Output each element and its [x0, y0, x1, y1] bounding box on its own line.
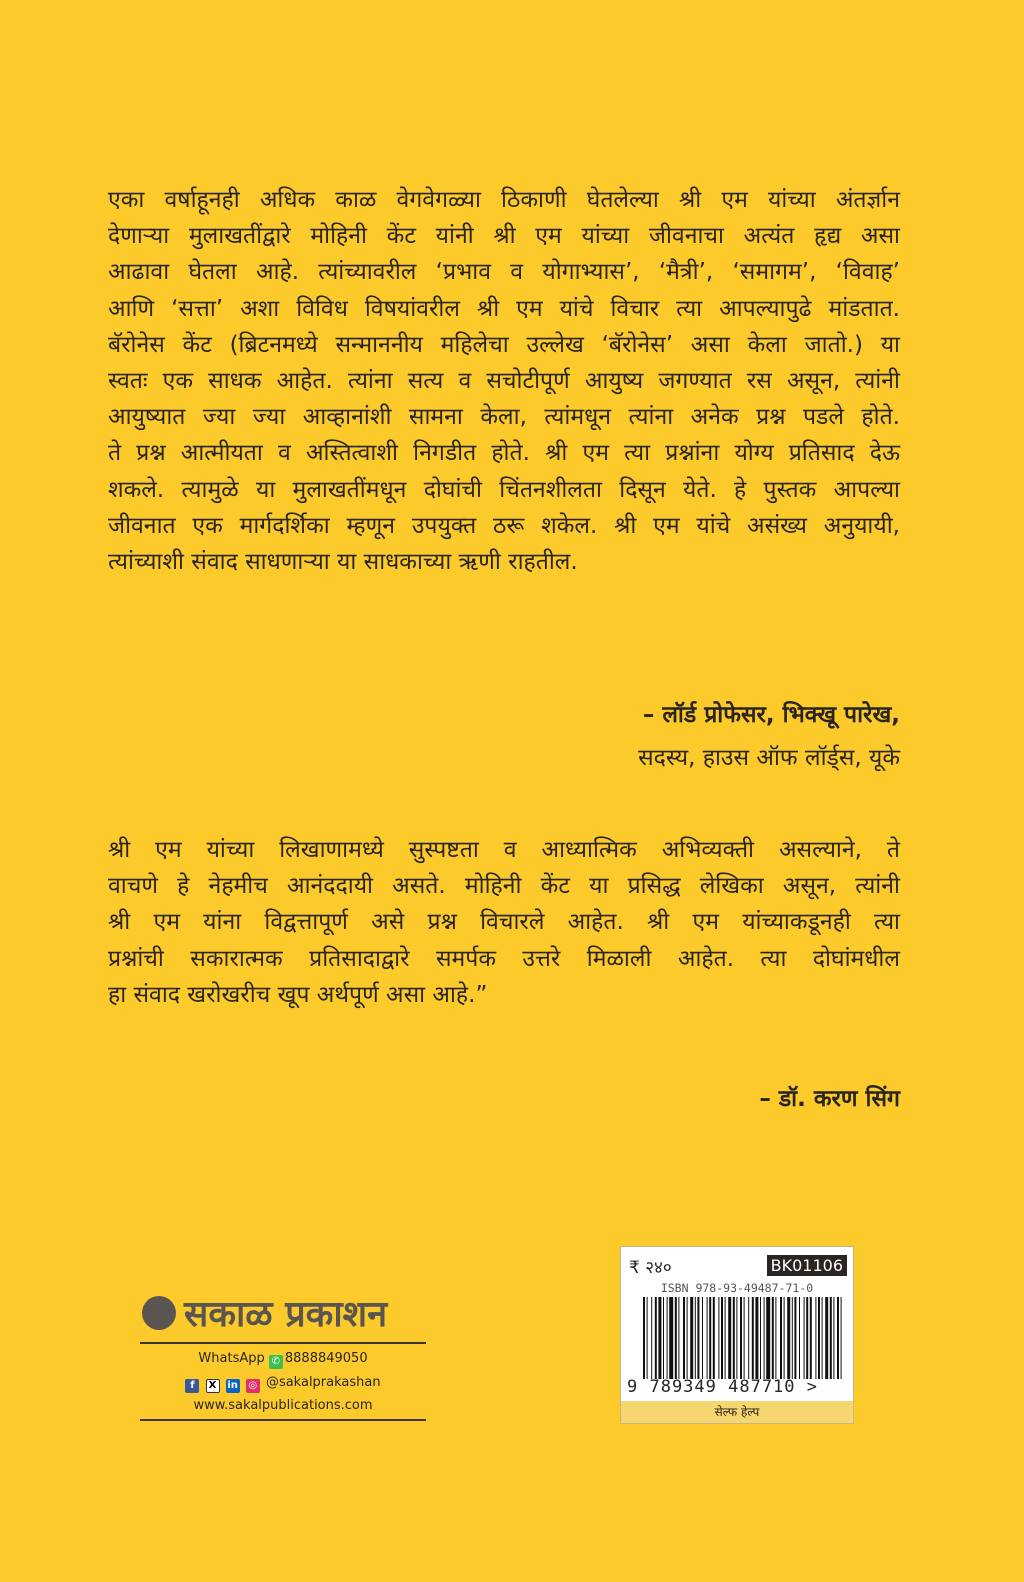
barcode-bar — [760, 1297, 761, 1379]
text-line: जीवनात एक मार्गदर्शिका म्हणून उपयुक्त ठरू शकेल. श्री एम यांचे असंख्य अनुयायी, — [108, 512, 900, 539]
review-1-author-title: सदस्य, हाउस ऑफ लॉर्ड्स, यूके — [638, 745, 900, 771]
text-line: आणि ‘सत्ता’ अशा विविध विषयांवरील श्री एम यांचे विचार त्या आपल्यापुढे मांडतात. — [108, 295, 900, 322]
barcode-bar — [810, 1297, 812, 1379]
barcode-bar — [713, 1297, 715, 1379]
text-line: वाचणे हे नेहमीच आनंददायी असते. मोहिनी केंट या प्रसिद्ध लेखिका असून, त्यांनी — [108, 873, 900, 900]
barcode-bar — [695, 1297, 696, 1379]
publisher-logo — [142, 1288, 387, 1337]
text-line: श्री एम यांना विद्वत्तापूर्ण असे प्रश्न विचारले आहेत. श्री एम यांच्याकडूनही त्या — [108, 909, 900, 936]
barcode-bar — [721, 1297, 723, 1379]
x-icon[interactable]: X — [206, 1379, 220, 1393]
barcode-bar — [655, 1297, 657, 1379]
barcode-bar — [799, 1297, 800, 1379]
barcode-bar — [772, 1297, 774, 1379]
barcode-bar — [815, 1297, 816, 1379]
barcode-bar — [744, 1297, 745, 1379]
barcode-bar — [804, 1297, 805, 1379]
barcode-bar — [748, 1297, 749, 1379]
review-1-author: – लॉर्ड प्रोफेसर, भिक्खू पारेख, — [642, 702, 900, 728]
barcode-bar — [647, 1297, 648, 1379]
barcode-bar — [784, 1297, 785, 1379]
barcode-bar — [718, 1297, 719, 1379]
instagram-icon[interactable]: ◎ — [246, 1379, 260, 1393]
barcode-bar — [794, 1297, 796, 1379]
barcode-digits: 9 789349 487710 > — [627, 1377, 818, 1397]
whatsapp-icon: ✆ — [269, 1355, 283, 1369]
text-line: प्रश्नांची सकारात्मक प्रतिसादाद्वारे समर्पक उत्तरे मिळाली आहेत. त्या दोघांमधील — [108, 945, 900, 972]
barcode-bar — [643, 1297, 645, 1379]
barcode-bar — [709, 1297, 711, 1379]
barcode-bar — [702, 1297, 703, 1379]
barcode-bars — [643, 1297, 845, 1379]
barcode-bar — [780, 1297, 782, 1379]
whatsapp-contact — [140, 1351, 426, 1369]
price: ₹ २४० — [629, 1258, 672, 1278]
barcode-bar — [669, 1297, 673, 1379]
barcode-bar — [806, 1297, 808, 1379]
text-line: बॅरोनेस केंट (ब्रिटनमध्ये सन्माननीय महिलेचा उल्लेख ‘बॅरोनेस’ असा केला जातो.) या — [108, 331, 900, 358]
barcode-bar — [683, 1297, 685, 1379]
barcode-bar — [728, 1297, 731, 1379]
text-line: त्यांच्याशी संवाद साधणाऱ्या या साधकाच्या ऋणी राहतील. — [108, 548, 578, 575]
text-line: स्वतः एक साधक आहेत. त्यांना सत्य व सचोटीपूर्ण आयुष्य जगण्यात रस असून, त्यांनी — [108, 367, 900, 394]
barcode-bar — [833, 1297, 834, 1379]
barcode-bar — [687, 1297, 688, 1379]
publisher-name: सकाळ प्रकाशन — [184, 1294, 388, 1335]
review-2-text — [108, 832, 900, 1013]
barcode-bar — [690, 1297, 693, 1379]
barcode-bar — [725, 1297, 726, 1379]
barcode-bar — [707, 1297, 708, 1379]
barcode-bar — [733, 1297, 735, 1379]
barcode-bar — [740, 1297, 742, 1379]
barcode-bar — [752, 1297, 754, 1379]
barcode-bar — [663, 1297, 664, 1379]
text-line: आयुष्यात ज्या ज्या आव्हानांशी सामना केला, त्यांमधून त्यांना अनेक प्रश्न पडले होते. — [108, 404, 900, 431]
divider — [140, 1419, 426, 1421]
text-line: ते प्रश्न आत्मीयता व अस्तित्वाशी निगडीत होते. श्री एम त्या प्रश्नांना योग्य प्रतिसाद देऊ — [108, 440, 900, 467]
category: सेल्फ हेल्प — [621, 1401, 853, 1423]
isbn: ISBN 978-93-49487-71-0 — [660, 1281, 814, 1295]
linkedin-icon[interactable]: in — [227, 1380, 238, 1391]
barcode-bar — [658, 1297, 661, 1379]
social-links — [140, 1375, 426, 1393]
barcode-bar — [651, 1297, 652, 1379]
social-handle[interactable]: @sakalprakashan — [265, 1375, 381, 1390]
barcode-bar — [841, 1297, 842, 1379]
barcode-bar — [764, 1297, 765, 1379]
website-link[interactable]: www.sakalpublications.com — [193, 1398, 373, 1413]
text-line: शकले. त्यामुळे या मुलाखतींमधून दोघांची चिंतनशीलता दिसून येते. हे पुस्तक आपल्या — [108, 476, 900, 503]
barcode-bar — [697, 1297, 699, 1379]
barcode-bar — [825, 1297, 828, 1379]
barcode-bar — [736, 1297, 737, 1379]
book-code: BK01106 — [767, 1255, 847, 1276]
barcode-bar — [678, 1297, 679, 1379]
whatsapp-number[interactable]: 8888849050 — [284, 1351, 368, 1366]
publisher-emblem-icon — [142, 1296, 176, 1330]
text-line: आढावा घेतला आहे. त्यांच्यावरील ‘प्रभाव व योगाभ्यास’, ‘मैत्री’, ‘समागम’, ‘विवाह’ — [108, 259, 900, 286]
text-line: हा संवाद खरोखरीच खूप अर्थपूर्ण असा आहे.” — [108, 981, 488, 1008]
review-1-text — [108, 182, 900, 580]
barcode-bar — [667, 1297, 668, 1379]
facebook-icon[interactable]: f — [185, 1379, 199, 1393]
barcode-bar — [830, 1297, 832, 1379]
text-line: श्री एम यांच्या लिखाणामध्ये सुस्पष्टता व आध्यात्मिक अभिव्यक्ती असल्याने, ते — [108, 837, 900, 863]
barcode-label — [620, 1246, 854, 1424]
barcode-bar — [792, 1297, 793, 1379]
barcode-bar — [766, 1297, 770, 1379]
barcode-bar — [787, 1297, 790, 1379]
barcode-bar — [818, 1297, 820, 1379]
barcode-bar — [837, 1297, 839, 1379]
barcode-bar — [775, 1297, 776, 1379]
whatsapp-label: WhatsApp — [198, 1351, 265, 1366]
divider — [140, 1342, 426, 1344]
text-line: एका वर्षाहूनही अधिक काळ वेगवेगळ्या ठिकाणी घेतलेल्या श्री एम यांच्या अंतर्ज्ञान — [108, 187, 900, 213]
barcode-bar — [675, 1297, 677, 1379]
text-line: देणाऱ्या मुलाखतींद्वारे मोहिनी केंट यांनी श्री एम यांच्या जीवनाचा अत्यंत हृद्य असा — [108, 223, 900, 250]
barcode-bar — [822, 1297, 823, 1379]
review-2-author: – डॉ. करण सिंग — [759, 1086, 900, 1112]
barcode-bar — [755, 1297, 758, 1379]
